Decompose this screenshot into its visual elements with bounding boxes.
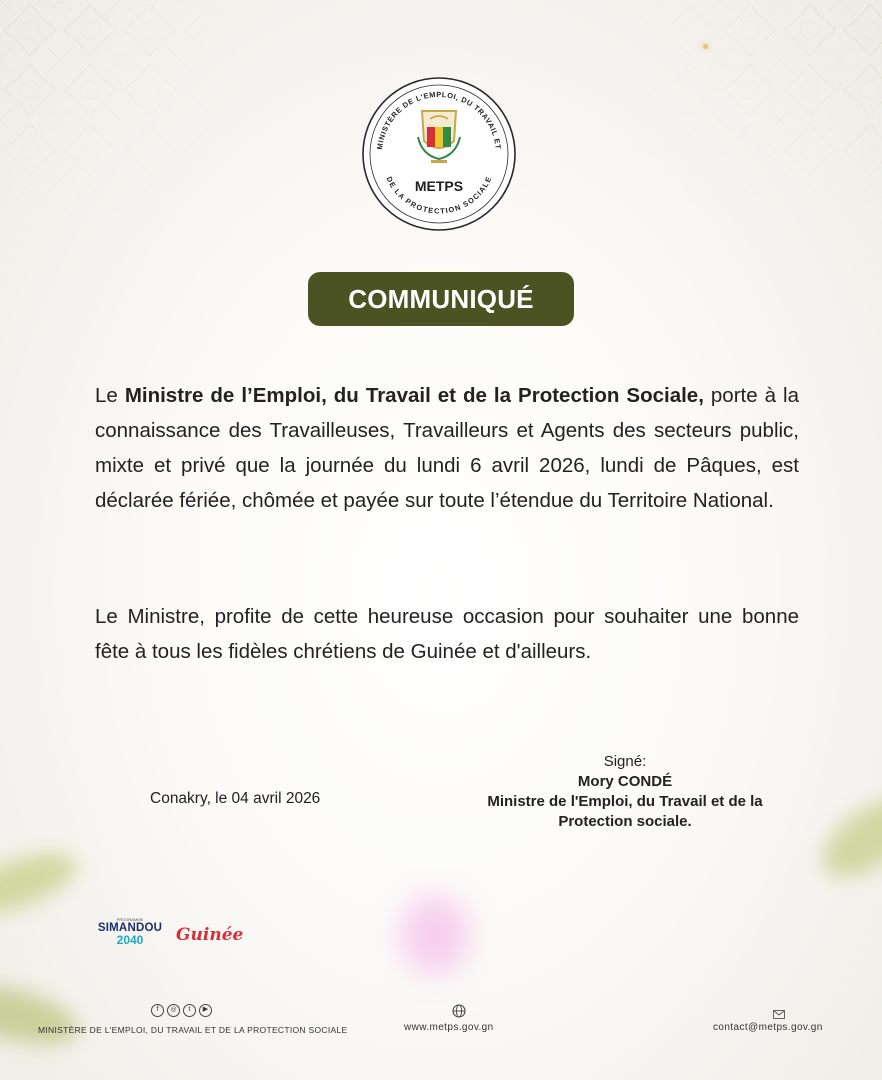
paragraph-1-body: porte à la connaissance des Travailleuses, Travailleurs et Agents des secteurs public, mixte et privé que la journée du lundi 6 avril 2026, lundi de Pâques, est déclarée fériée, chômée et payée sur toute l’étendue du Territoire National. xyxy=(95,384,799,512)
communique-paragraph-2: Le Ministre, profite de cette heureuse occasion pour souhaiter une bonne fête à tous les fidèles chrétiens de Guinée et d'ailleurs. xyxy=(95,605,799,663)
place-and-date: Conakry, le 04 avril 2026 xyxy=(150,790,321,807)
svg-text:MINISTÈRE DE L'EMPLOI, DU TRAV: MINISTÈRE DE L'EMPLOI, DU TRAVAIL ET xyxy=(375,89,503,150)
footer-email-link[interactable]: contact@metps.gov.gn xyxy=(713,1022,823,1033)
social-icons xyxy=(151,1004,212,1017)
guinee-logo: Guinée xyxy=(176,925,244,945)
ministry-name: Ministre de l’Emploi, du Travail et de la Protection Sociale, xyxy=(124,384,704,407)
simandou-year: 2040 xyxy=(116,933,144,947)
simandou-wordmark: SIMANDOU xyxy=(97,922,163,934)
footer-website-link[interactable]: www.metps.gov.gn xyxy=(404,1022,494,1033)
mail-icon xyxy=(773,1010,785,1019)
signature-block xyxy=(465,752,785,832)
signatory-title-line-2: Protection sociale. xyxy=(558,813,692,830)
communique-title-badge xyxy=(308,272,574,326)
footer-organization: MINISTÈRE DE L'EMPLOI, DU TRAVAIL ET DE LA PROTECTION SOCIALE xyxy=(38,1025,348,1035)
twitter-icon[interactable]: t xyxy=(183,1004,196,1017)
youtube-icon[interactable]: ▶ xyxy=(199,1004,212,1017)
svg-text:DE LA PROTECTION SOCIALE: DE LA PROTECTION SOCIALE xyxy=(384,175,494,216)
simandou-program-label: PROGRAMME xyxy=(116,917,144,922)
decorative-glow xyxy=(400,895,470,975)
globe-icon xyxy=(452,1004,466,1018)
decorative-sparkle xyxy=(703,44,708,49)
communique-paragraph-1 xyxy=(95,378,799,518)
decorative-leaf xyxy=(809,784,882,893)
simandou-2040-logo xyxy=(92,917,168,953)
signatory-title-line-1: Ministre de l'Emploi, du Travail et de la xyxy=(487,793,763,810)
decorative-leaf xyxy=(0,974,84,1056)
instagram-icon[interactable]: ◎ xyxy=(167,1004,180,1017)
decorative-leaf xyxy=(0,841,84,925)
signed-label: Signé: xyxy=(603,753,647,770)
facebook-icon[interactable]: f xyxy=(151,1004,164,1017)
communique-title: COMMUNIQUÉ xyxy=(348,283,534,314)
paragraph-1-lead: Le xyxy=(95,384,125,407)
signatory-name: Mory CONDÉ xyxy=(577,773,673,790)
ministry-seal-logo xyxy=(360,75,518,233)
svg-text:METPS: METPS xyxy=(414,178,464,194)
